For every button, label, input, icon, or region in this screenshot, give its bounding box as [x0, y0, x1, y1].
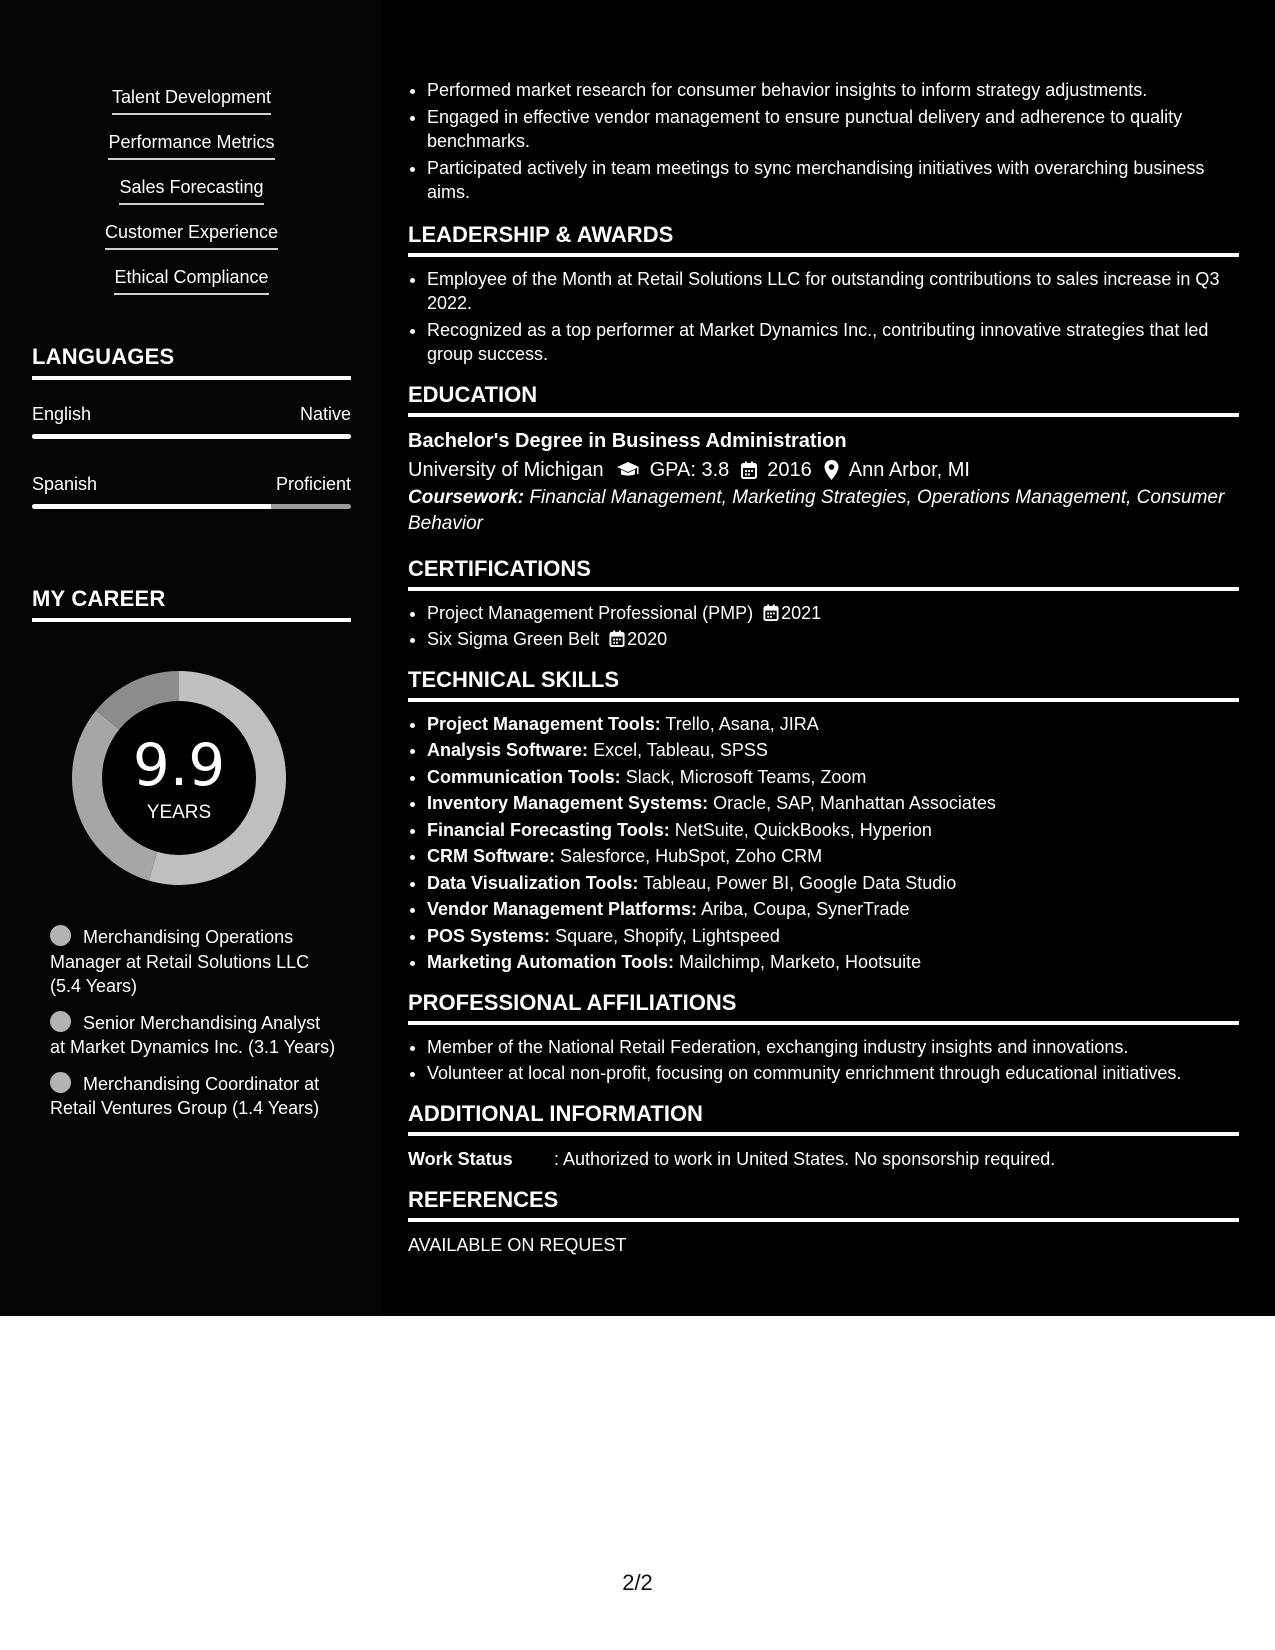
location-pin-icon: [824, 460, 839, 480]
language-bar-fill: [32, 504, 271, 509]
certification-year: 2021: [781, 602, 822, 623]
skill-value: Mailchimp, Marketo, Hootsuite: [679, 952, 922, 972]
education-coursework: [408, 485, 1239, 537]
language-name: English: [32, 404, 92, 424]
technical-skills-heading: TECHNICAL SKILLS: [408, 666, 1239, 702]
technical-skill-item: [427, 791, 1239, 816]
coursework-label: Coursework:: [408, 486, 525, 508]
education-heading: EDUCATION: [408, 381, 1239, 417]
education-location: Ann Arbor, MI: [848, 458, 970, 481]
page-number: 2/2: [622, 1570, 653, 1595]
technical-skill-item: [427, 871, 1239, 896]
skill-value: Tableau, Power BI, Google Data Studio: [643, 872, 957, 893]
career-dot-icon: [50, 925, 71, 946]
technical-skill-item: [427, 924, 1239, 949]
technical-skill-item: [427, 844, 1239, 869]
education-gpa: GPA: 3.8: [649, 458, 730, 481]
career-total: 9.9: [132, 731, 226, 799]
skill-value: Oracle, SAP, Manhattan Associates: [713, 793, 996, 813]
skill-value: Trello, Asana, JIRA: [665, 713, 819, 734]
calendar-icon: [609, 630, 625, 647]
education-details: [408, 455, 1239, 485]
references-text: AVAILABLE ON REQUEST: [408, 1234, 627, 1255]
work-status-label: Work Status: [408, 1148, 513, 1169]
graduation-cap-icon: [616, 461, 640, 479]
skill-value: Excel, Tableau, SPSS: [593, 740, 768, 760]
work-status-value: : Authorized to work in United States. No sponsorship required.: [554, 1148, 1056, 1169]
career-heading: MY CAREER: [32, 586, 351, 622]
skill-label: Financial Forecasting Tools:: [427, 819, 670, 840]
coursework-text: Financial Management, Marketing Strategies, Operations Management, Consumer Behavior: [408, 486, 1225, 534]
technical-skill-item: [427, 897, 1239, 922]
skill-label: CRM Software:: [427, 846, 556, 866]
technical-skill-item: [427, 818, 1239, 843]
technical-skills-list: [408, 712, 1239, 975]
technical-skill-item: [427, 950, 1239, 975]
experience-bullets: [408, 78, 1239, 205]
language-english: [32, 403, 351, 439]
skill-label: Project Management Tools:: [427, 713, 661, 734]
skill-value: Square, Shopify, Lightspeed: [555, 925, 780, 946]
skill-label: POS Systems:: [427, 925, 551, 946]
education-year: 2016: [767, 458, 812, 481]
skills-list: [32, 86, 351, 311]
career-item: [50, 1072, 340, 1121]
skill-label: Communication Tools:: [427, 766, 621, 787]
sidebar: [0, 0, 382, 1316]
skill-item: Talent Development: [112, 86, 271, 115]
career-item: [50, 925, 340, 999]
career-unit: YEARS: [146, 802, 212, 823]
leadership-item: • Employee of the Month at Retail Solutions LLC for outstanding contributions to sales increase in Q3 2022.: [427, 267, 1239, 316]
affiliations-list: [408, 1035, 1239, 1086]
career-item-text: Senior Merchandising Analyst at Market Dynamics Inc. (3.1 Years): [50, 1012, 336, 1057]
skill-label: Analysis Software:: [427, 740, 589, 760]
affiliation-item: • Member of the National Retail Federation, exchanging industry insights and innovations.: [427, 1035, 1239, 1060]
skill-label: Data Visualization Tools:: [427, 872, 639, 893]
work-status: [408, 1146, 1239, 1172]
education-degree: Bachelor's Degree in Business Administration: [408, 429, 847, 452]
calendar-icon: [741, 461, 757, 479]
language-bar: [32, 434, 351, 439]
certification-item: [427, 627, 1239, 652]
language-spanish: [32, 473, 351, 509]
certifications-heading: CERTIFICATIONS: [408, 555, 1239, 591]
career-donut-chart: [66, 665, 292, 891]
experience-bullet: • Participated actively in team meetings to sync merchandising initiatives with overarching business aims.: [427, 156, 1239, 205]
career-item: [50, 1011, 340, 1060]
language-bar: [32, 504, 351, 509]
technical-skill-item: [427, 738, 1239, 763]
certification-name: Six Sigma Green Belt: [427, 629, 600, 649]
language-level: Proficient: [275, 474, 351, 494]
experience-bullet: • Performed market research for consumer behavior insights to inform strategy adjustments.: [427, 78, 1239, 103]
certification-item: [427, 601, 1239, 626]
technical-skill-item: [427, 765, 1239, 790]
language-bar-fill: [32, 434, 351, 439]
leadership-item: • Recognized as a top performer at Market Dynamics Inc., contributing innovative strategies that led group success.: [427, 318, 1239, 367]
skill-item: Ethical Compliance: [114, 266, 268, 295]
skill-value: Slack, Microsoft Teams, Zoom: [625, 766, 867, 787]
additional-info-heading: ADDITIONAL INFORMATION: [408, 1100, 1239, 1136]
leadership-list: [408, 267, 1239, 367]
career-dot-icon: [50, 1072, 71, 1093]
main-content: [408, 78, 1239, 1258]
calendar-icon: [763, 604, 779, 621]
career-list: [50, 925, 340, 1133]
experience-bullet: • Engaged in effective vendor management to ensure punctual delivery and adherence to quality benchmarks.: [427, 105, 1239, 154]
career-item-text: Merchandising Operations Manager at Retail Solutions LLC (5.4 Years): [50, 927, 310, 996]
education-school: University of Michigan: [408, 458, 604, 481]
skill-item: Performance Metrics: [108, 131, 274, 160]
affiliation-item: • Volunteer at local non-profit, focusing on community enrichment through educational initiatives.: [427, 1061, 1239, 1086]
skill-label: Vendor Management Platforms:: [427, 899, 698, 919]
skill-value: NetSuite, QuickBooks, Hyperion: [674, 819, 932, 840]
career-item-text: Merchandising Coordinator at Retail Ventures Group (1.4 Years): [50, 1073, 320, 1118]
technical-skill-item: [427, 712, 1239, 737]
skill-label: Marketing Automation Tools:: [427, 952, 674, 972]
skill-value: Salesforce, HubSpot, Zoho CRM: [560, 846, 823, 866]
skill-label: Inventory Management Systems:: [427, 793, 709, 813]
career-dot-icon: [50, 1011, 71, 1032]
certification-name: Project Management Professional (PMP): [427, 602, 754, 623]
certification-year: 2020: [627, 629, 668, 649]
language-level: Native: [299, 404, 351, 424]
languages-heading: LANGUAGES: [32, 344, 351, 380]
skill-value: Ariba, Coupa, SynerTrade: [701, 899, 910, 919]
skill-item: Sales Forecasting: [119, 176, 263, 205]
language-name: Spanish: [32, 474, 98, 494]
certifications-list: [408, 601, 1239, 652]
references-heading: REFERENCES: [408, 1186, 1239, 1222]
leadership-heading: LEADERSHIP & AWARDS: [408, 221, 1239, 257]
affiliations-heading: PROFESSIONAL AFFILIATIONS: [408, 989, 1239, 1025]
skill-item: Customer Experience: [105, 221, 278, 250]
